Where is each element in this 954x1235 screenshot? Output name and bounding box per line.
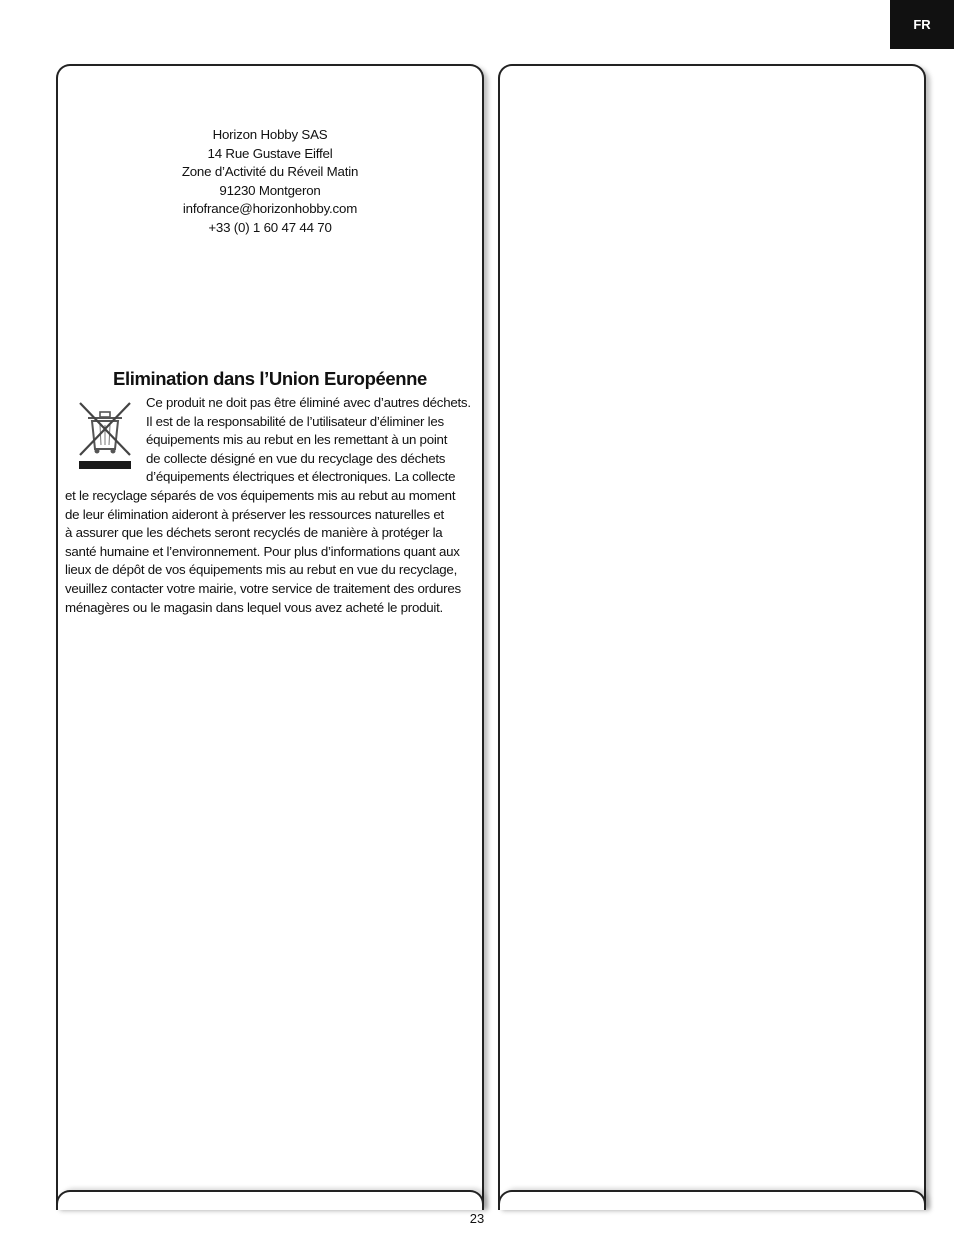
paragraph-line: santé humaine et l’environnement. Pour plus d’informations quant aux xyxy=(65,543,460,559)
paragraph-line: et le recyclage séparés de vos équipements mis au rebut au moment xyxy=(65,488,456,503)
address-line: 91230 Montgeron xyxy=(219,182,321,198)
right-panel-footer-tab xyxy=(498,1190,926,1210)
address-email: infofrance@horizonhobby.com xyxy=(182,201,358,217)
paragraph-line: de leur élimination aideront à préserver les ressources naturelles et xyxy=(65,506,444,522)
page-number: 23 xyxy=(469,1211,485,1226)
address-phone: +33 (0) 1 60 47 44 70 xyxy=(208,219,332,235)
right-content-panel xyxy=(498,64,926,1208)
address-line: 14 Rue Gustave Eiffel xyxy=(207,145,333,161)
contact-address-block xyxy=(60,126,480,238)
section-title: Elimination dans l’Union Européenne xyxy=(113,368,427,389)
weee-crossed-bin-icon xyxy=(76,399,134,471)
paragraph-line: ménagères ou le magasin dans lequel vous avez acheté le produit. xyxy=(65,599,443,615)
disposal-paragraph-continued xyxy=(65,487,461,617)
paragraph-line: à assurer que les déchets seront recyclés de manière à protéger la xyxy=(65,525,443,541)
left-panel-footer-tab xyxy=(56,1190,484,1210)
paragraph-line: lieux de dépôt de vos équipements mis au rebut en vue du recyclage, xyxy=(65,562,458,578)
language-tab: FR xyxy=(890,0,954,49)
address-line: Zone d’Activité du Réveil Matin xyxy=(181,164,359,180)
paragraph-line: de collecte désigné en vue du recyclage des déchets xyxy=(146,450,446,466)
paragraph-line: Il est de la responsabilité de l’utilisateur d’éliminer les xyxy=(146,413,444,429)
paragraph-line: équipements mis au rebut en les remettant à un point xyxy=(146,432,448,448)
paragraph-line: veuillez contacter votre mairie, votre service de traitement des ordures xyxy=(65,580,461,596)
address-line: Horizon Hobby SAS xyxy=(212,127,328,142)
paragraph-line: d’équipements électriques et électroniques. La collecte xyxy=(146,469,456,485)
paragraph-line: Ce produit ne doit pas être éliminé avec d’autres déchets. xyxy=(146,395,471,410)
disposal-paragraph-intro xyxy=(146,394,471,487)
